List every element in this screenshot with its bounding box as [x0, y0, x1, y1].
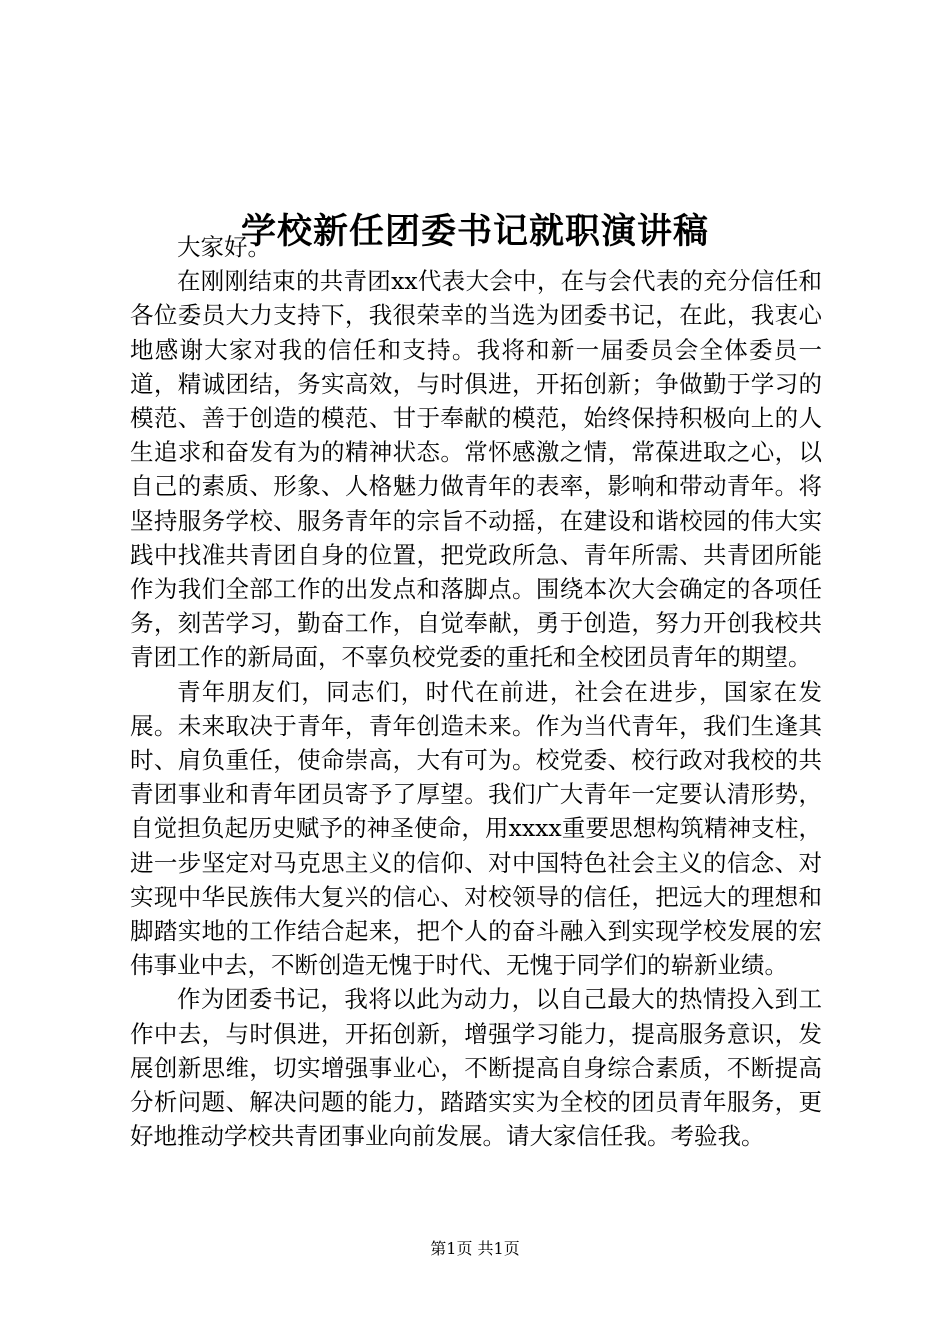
paragraph-1: 在刚刚结束的共青团xx代表大会中，在与会代表的充分信任和各位委员大力支持下，我很荣幸的当选为团委书记，在此，我衷心地感谢大家对我的信任和支持。我将和新一届委员会全体委员一道，精诚团结，务实高效，与时俱进，开拓创新；争做勤于学习的模范、善于创造的模范、甘于奉献的模范，始终保持积极向上的人生追求和奋发有为的精神状态。常怀感激之情，常葆进取之心，以自己的素质、形象、人格魅力做青年的表率，影响和带动青年。将坚持服务学校、服务青年的宗旨不动摇，在建设和谐校园的伟大实践中找准共青团自身的位置，把党政所急、青年所需、共青团所能作为我们全部工作的出发点和落脚点。围绕本次大会确定的各项任务，刻苦学习，勤奋工作，自觉奉献，勇于创造，努力开创我校共青团工作的新局面，不辜负校党委的重托和全校团员青年的期望。 — [130, 267, 822, 672]
document-title: 学校新任团委书记就职演讲稿 — [240, 211, 709, 253]
paragraph-2: 青年朋友们，同志们，时代在前进，社会在进步，国家在发展。未来取决于青年，青年创造未来。作为当代青年，我们生逢其时、肩负重任，使命崇高，大有可为。校党委、校行政对我校的共青团事业和青年团员寄予了厚望。我们广大青年一定要认清形势，自觉担负起历史赋予的神圣使命，用xxxx重要思想构筑精神支柱，进一步坚定对马克思主义的信仰、对中国特色社会主义的信念、对实现中华民族伟大复兴的信心、对校领导的信任，把远大的理想和脚踏实地的工作结合起来，把个人的奋斗融入到实现学校发展的宏伟事业中去，不断创造无愧于时代、无愧于同学们的崭新业绩。 — [130, 677, 822, 980]
page-number-footer: 第1页 共1页 — [430, 1239, 520, 1258]
document-body — [130, 230, 822, 1153]
paragraph-greeting: 大家好。 — [177, 233, 271, 261]
paragraph-3: 作为团委书记，我将以此为动力，以自己最大的热情投入到工作中去，与时俱进，开拓创新，增强学习能力，提高服务意识，发展创新思维，切实增强事业心，不断提高自身综合素质，不断提高分析问题、解决问题的能力，踏踏实实为全校的团员青年服务，更好地推动学校共青团事业向前发展。请大家信任我。考验我。 — [130, 985, 822, 1151]
